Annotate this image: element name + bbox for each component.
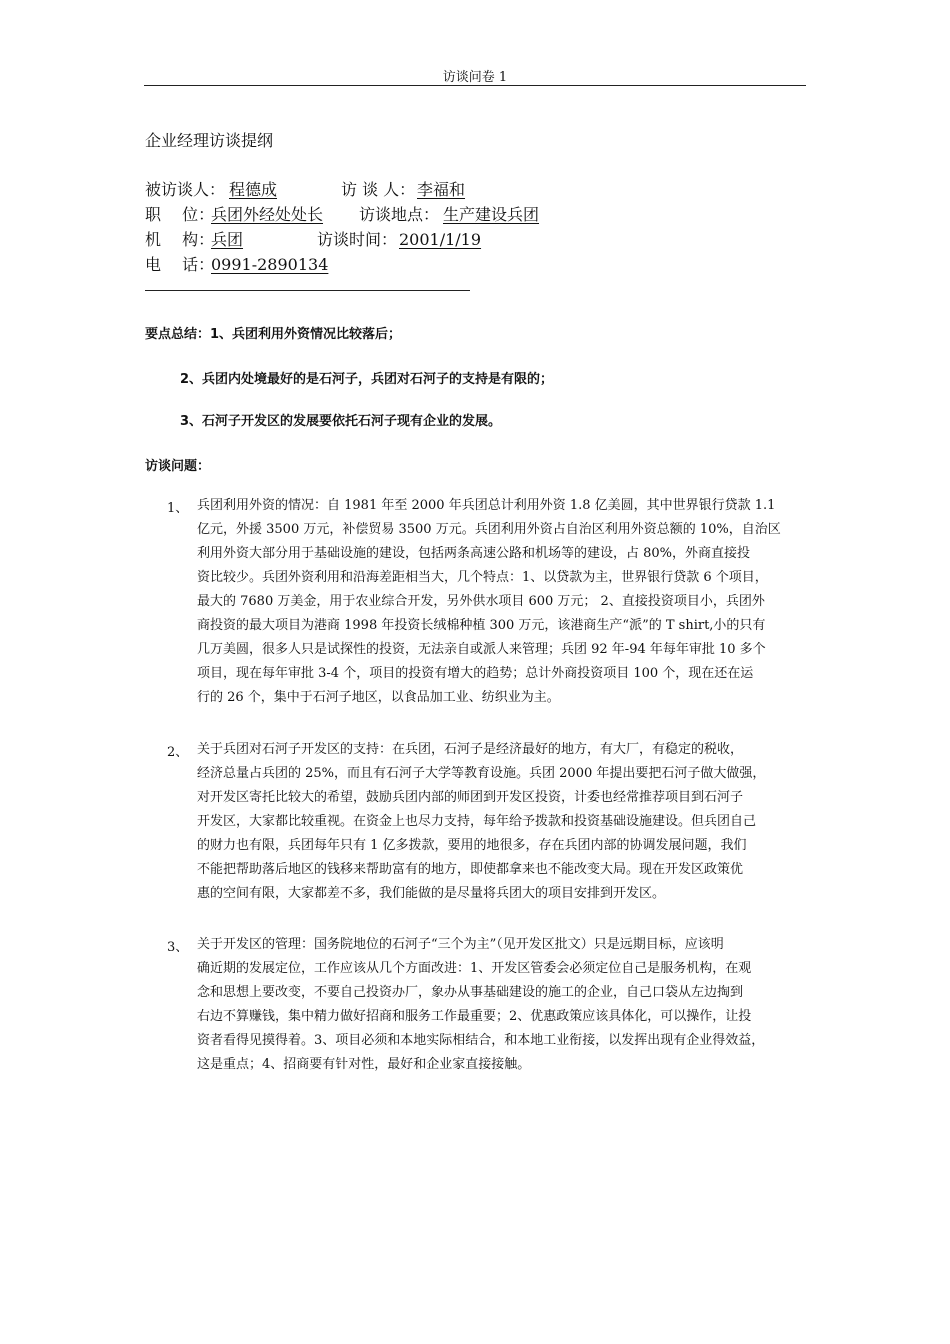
- separator-rule: [145, 290, 470, 291]
- question-text: [197, 738, 813, 906]
- text-line: 惠的空间有限，大家都差不多，我们能做的是尽量将兵团大的项目安排到开发区。: [197, 886, 666, 901]
- location-value: 生产建设兵团: [443, 205, 540, 224]
- text-line: 利用外资大部分用于基础设施的建设，包括两条高速公路和机场等的建设，占 80%，外商直接投: [197, 546, 751, 561]
- text-line: 经济总量占兵团的 25%，而且有石河子大学等教育设施。兵团 2000 年提出要把石河子做大做强，: [197, 766, 766, 781]
- text-line: 商投资的最大项目为港商 1998 年投资长绒棉种植 300 万元，该港商生产“派”的 T shirt,小的只有: [197, 618, 766, 633]
- text-line: 资者看得见摸得着。3、项目必须和本地实际相结合，和本地工业衔接，以发挥出现有企业得效益，: [197, 1033, 765, 1048]
- question-number: 2、: [167, 745, 189, 760]
- time-value: 2001/1/19: [399, 230, 482, 249]
- text-line: 几万美圆，很多人只是试探性的投资，无法亲自或派人来管理；兵团 92 年-94 年每年审批 10 多个: [197, 642, 766, 657]
- text-line: 对开发区寄托比较大的希望，鼓励兵团内部的师团到开发区投资，计委也经常推荐项目到石河子: [197, 790, 744, 805]
- text-line: 项目，现在每年审批 3-4 个，项目的投资有增大的趋势；总计外商投资项目 100 个，现在还在运: [197, 666, 754, 681]
- page-header: 访谈问卷 1: [442, 70, 508, 85]
- summary-point-2: 2、兵团内处境最好的是石河子，兵团对石河子的支持是有限的；: [180, 372, 554, 387]
- document-title: 企业经理访谈提纲: [145, 131, 274, 150]
- interviewer-label: 访 谈 人：: [341, 180, 416, 199]
- text-line: 念和思想上要改变，不要自己投资办厂，象办从事基础建设的施工的企业，自己口袋从左边掏到: [197, 985, 744, 1000]
- question-text: [197, 494, 813, 710]
- info-row-org: [145, 227, 481, 249]
- text-line: 的财力也有限，兵团每年只有 1 亿多拨款，要用的地很多，存在兵团内部的协调发展问题，我们: [197, 838, 747, 853]
- time-label: 访谈时间：: [317, 230, 398, 249]
- text-line: 最大的 7680 万美金，用于农业综合开发，另外供水项目 600 万元； 2、直接投资项目小，兵团外: [197, 594, 765, 609]
- question-number: 3、: [167, 940, 189, 955]
- location-label: 访谈地点：: [359, 205, 440, 224]
- org-value: 兵团: [211, 230, 244, 249]
- text-line: 行的 26 个，集中于石河子地区，以食品加工业、纺织业为主。: [197, 690, 560, 705]
- question-text: [197, 933, 813, 1077]
- text-line: 关于开发区的管理：国务院地位的石河子“三个为主”（见开发区批文）只是远期目标，应该明: [197, 937, 724, 952]
- info-row-phone: [145, 252, 328, 274]
- text-line: 确近期的发展定位，工作应该从几个方面改进：1、开发区管委会必须定位自己是服务机构，在观: [197, 961, 752, 976]
- text-line: 关于兵团对石河子开发区的支持：在兵团，石河子是经济最好的地方，有大厂，有稳定的税收，: [197, 742, 744, 757]
- org-label: 机 构：: [145, 230, 215, 249]
- text-line: 资比较少。兵团外资利用和沿海差距相当大，几个特点：1、以贷款为主，世界银行贷款 6 个项目，: [197, 570, 768, 585]
- header-rule: [144, 85, 806, 86]
- text-line: 兵团利用外资的情况：自 1981 年至 2000 年兵团总计利用外资 1.8 亿美圆，其中世界银行贷款 1.1: [197, 498, 776, 513]
- text-line: 亿元，外援 3500 万元，补偿贸易 3500 万元。兵团利用外资占自治区利用外资总额的 10%，自治区: [197, 522, 781, 537]
- text-line: 这是重点；4、招商要有针对性，最好和企业家直接接触。: [197, 1057, 531, 1072]
- questions-heading: 访谈问题：: [145, 459, 211, 474]
- position-label: 职 位：: [145, 205, 215, 224]
- phone-label: 电 话：: [145, 255, 215, 274]
- info-row-interviewee: [145, 177, 465, 199]
- text-line: 右边不算赚钱，集中精力做好招商和服务工作最重要；2、优惠政策应该具体化，可以操作，让投: [197, 1009, 752, 1024]
- interviewee-value: 程德成: [229, 180, 278, 199]
- text-line: 不能把帮助落后地区的钱移来帮助富有的地方，即使都拿来也不能改变大局。现在开发区政策优: [197, 862, 744, 877]
- position-value: 兵团外经处处长: [211, 205, 324, 224]
- summary-point-1: 要点总结：1、兵团利用外资情况比较落后；: [145, 327, 402, 342]
- question-number: 1、: [167, 501, 189, 516]
- interviewee-label: 被访谈人：: [145, 180, 226, 199]
- interviewer-value: 李福和: [417, 180, 466, 199]
- summary-point-3: 3、石河子开发区的发展要依托石河子现有企业的发展。: [180, 414, 502, 429]
- phone-value: 0991-2890134: [211, 255, 329, 274]
- text-line: 开发区，大家都比较重视。在资金上也尽力支持，每年给予拨款和投资基础设施建设。但兵团自己: [197, 814, 757, 829]
- info-row-position: [145, 202, 539, 224]
